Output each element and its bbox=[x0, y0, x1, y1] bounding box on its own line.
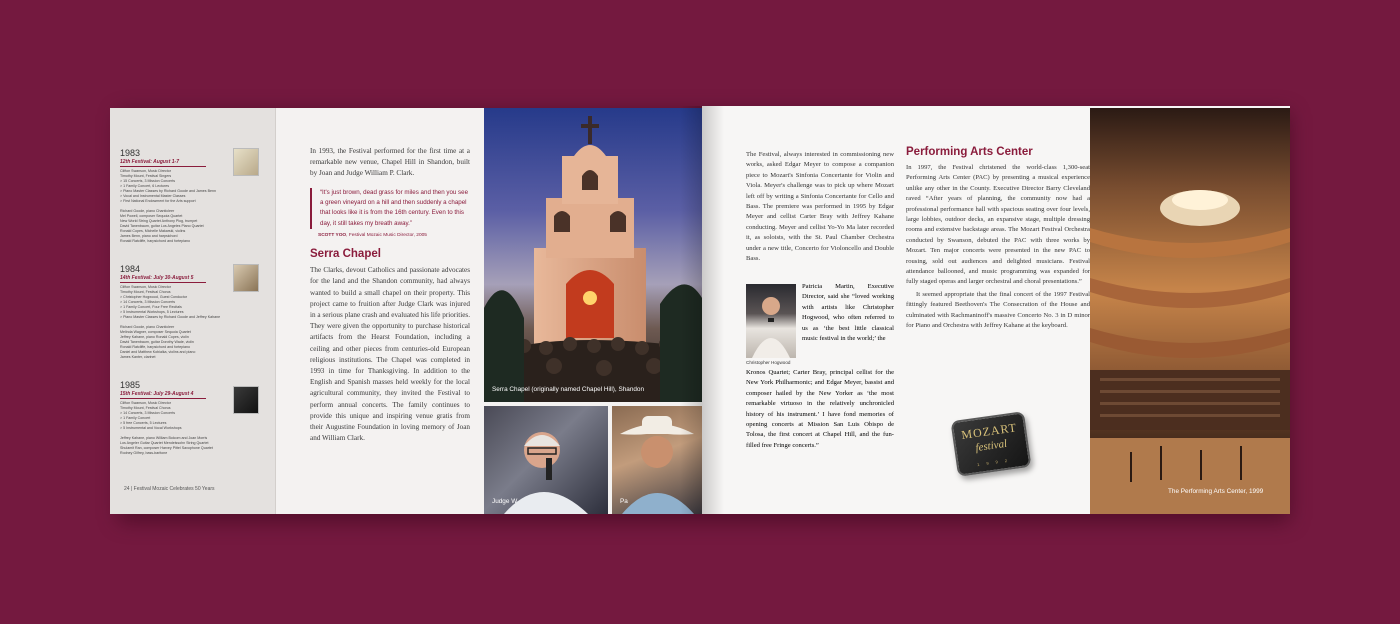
timeline-line: Ronald Copes, Michelle Makarski, violins bbox=[120, 229, 186, 233]
quote-role: , Festival Mozaic Music Director, 2005 bbox=[346, 233, 427, 239]
tin-year-text: 1 9 9 2 bbox=[976, 457, 1011, 468]
hogwood-illustration bbox=[746, 284, 796, 358]
timeline-line: Richard Goode, piano Chanticleer bbox=[120, 325, 175, 329]
serra-chapel-paragraph: The Clarks, devout Catholics and passionate advocates for the land and the Shandon community, had always wanted to build a small chapel on their property. This project came to fruition after Judge Clark was injured in a serious plane crash and evaluated his life priorities. They were given the opportunity to purchase historical artifacts from the Hearst Foundation, including a ceiling and other pieces from centuries-old European religious institutions. The Chapel was completed in 1993 in time for Thanksgiving. In addition to the English and Spanish masses held weekly for the local agricultural community, they invited the Festival to perform annual concerts. The family continues to provide this unique and inspiring venue gratis from their Augustine Foundation in loving memory of Joan and William Clark. bbox=[310, 266, 470, 443]
timeline-line: > 5 Instrumental and Vocal Workshops bbox=[120, 426, 182, 430]
timeline-thumbnail-1984 bbox=[233, 264, 259, 292]
pac-paragraph: In 1997, the Festival christened the world-class 1,300-seat Performing Arts Center (PAC) by presenting a musical experience unlike any other in the County. Executive Director Barry Cleveland raved “After years of planning, the community now had a professional performance hall with spacious seating over four levels, large lobbies, outdoor decks, an expansive stage, multiple dressing rooms and extensive backstage areas. The Mozart Festival Orchestra conducted by Swanson, debuted the PAC with three works by Mozart. Ten major concerts were presented in the new PAC to rousing, sold out audiences and delighted musicians. Festival attendance ballooned, and music programming was expanded for fully staged operas and larger orchestral and choral presentations.” bbox=[906, 164, 1090, 286]
timeline-line: James Benn, piano and harpsichord bbox=[120, 234, 178, 238]
tin-festival-text: festival bbox=[974, 437, 1008, 455]
timeline-line: > Vocal and Instrumental Master Classes bbox=[120, 194, 186, 198]
timeline-line: David Tanenbaum, guitar Los Angeles Piano Quartet bbox=[120, 224, 204, 228]
hogwood-paragraph: Patricia Martin, Executive Director, said she “loved working with artists like Christopher Hogwood, who often referred to us as ‘the best little classical music festival in the world;’ the bbox=[802, 283, 894, 343]
timeline-line: > 15 Concerts, 3 Mission Concerts bbox=[120, 179, 176, 183]
commission-paragraph: The Festival, always interested in commissioning new works, asked Edgar Meyer to compose a companion piece to Mozart's Sinfonia Concertante for Violin and Viola. Meyer's challenge was to pick up where Mozart left off by writing a Sinfonia Concertante for Cello and Bass. The premiere was performed in 1995 by Edgar Meyer and cellist Carter Bray with Jeffrey Kahane conducting. Meyer and cellist Yo-Yo Ma later recorded it, as soloists, with the St. Paul Chamber Orchestra under a new title, Concerto for Violoncello and Double Bass. bbox=[746, 151, 894, 263]
timeline-year: 1984 bbox=[120, 264, 141, 274]
section-heading-pac: Performing Arts Center bbox=[906, 146, 1033, 158]
photo-judge-clark bbox=[484, 406, 608, 514]
right-text-column-1 bbox=[746, 150, 894, 264]
timeline-line: Timothy Mount, Festival Singers bbox=[120, 174, 172, 178]
timeline-lines bbox=[120, 169, 268, 244]
right-text-column-2 bbox=[906, 146, 1090, 332]
photo-christopher-hogwood bbox=[746, 284, 796, 358]
timeline-line: Jeffrey Kahane, piano William Bolcom and Joan Morris bbox=[120, 436, 208, 440]
timeline-line: > Piano Master Classes by Richard Goode and James Benn bbox=[120, 189, 216, 193]
quote-author: SCOTT YOO bbox=[318, 233, 347, 239]
timeline-line: David Tanenbaum, guitar Dorothy Wade, violin bbox=[120, 340, 194, 344]
left-text-column bbox=[310, 146, 470, 444]
photo-serra-chapel bbox=[484, 108, 702, 402]
chapel-caption: Serra Chapel (originally named Chapel Hill), Shandon bbox=[492, 386, 645, 393]
quote-attribution bbox=[310, 233, 470, 238]
timeline-line: > 14 Concerts, 3 Mission Concerts bbox=[120, 411, 176, 415]
timeline-line: Ronald Ratcliffe, harpsichord and fortepiano bbox=[120, 345, 191, 349]
intro-paragraph: In 1993, the Festival performed for the first time at a remarkable new venue, Chapel Hill in Shandon, built by Joan and Judge William P. Clark. bbox=[310, 147, 470, 178]
hogwood-caption: Christopher Hogwood bbox=[746, 360, 791, 365]
left-page bbox=[110, 108, 702, 514]
timeline-year: 1983 bbox=[120, 148, 141, 158]
timeline-sidebar bbox=[110, 108, 276, 514]
timeline-line: Timothy Mount, Festival Chorus bbox=[120, 406, 171, 410]
tin-mozart-text: MOZART bbox=[960, 420, 1018, 442]
timeline-line: Ronald Ratcliffe, harpsichord and fortepiano bbox=[120, 239, 191, 243]
timeline-festival: 12th Festival: August 1-7 bbox=[120, 159, 206, 167]
timeline-line: New World String Quartet Anthony Plog, trumpet bbox=[120, 219, 198, 223]
timeline-line: James Kanter, clarinet bbox=[120, 355, 156, 359]
hogwood-paragraph-continued: Kronos Quartet; Carter Bray, principal cellist for the New York Philharmonic; and Edgar Meyer, bassist and composer hailed by the New Yorker as ‘the most remarkable virtuoso in the relatively unchronicled history of his instrument.’ I have fond memories of opening concerts at Mission San Luis Obispo de Tolosa, the first concert at Chapel Hill, and the fun-filled free Fringe concerts.” bbox=[746, 369, 894, 449]
timeline-line: > Christopher Hogwood, Guest Conductor bbox=[120, 295, 188, 299]
timeline-line: Rodney Gilfrey, bass-baritone bbox=[120, 451, 168, 455]
timeline-thumbnail-1985 bbox=[233, 386, 259, 414]
timeline-line: > 5 Instrumental Workshops, 5 Lectures bbox=[120, 310, 184, 314]
mozart-festival-tin bbox=[950, 411, 1031, 477]
timeline-line: Melinda Wagner, composer Sequoia Quartet bbox=[120, 330, 191, 334]
section-heading-serra-chapel: Serra Chapel bbox=[310, 248, 381, 261]
right-page bbox=[702, 106, 1290, 514]
timeline-festival: 14th Festival: July 30-August 5 bbox=[120, 275, 206, 283]
timeline-line: Los Angeler Guitar Quartet Mendelssohn String Quartet bbox=[120, 441, 209, 445]
page-footer: 24 | Festival Mozaic Celebrates 50 Years bbox=[124, 486, 215, 492]
pac-illustration bbox=[1090, 108, 1290, 514]
timeline-line: Clifton Swanson, Music Director bbox=[120, 169, 171, 173]
timeline-line: Mel Powell, composer Sequoia Quartet bbox=[120, 214, 183, 218]
chapel-illustration bbox=[484, 108, 702, 402]
timeline-lines bbox=[120, 285, 268, 360]
timeline-line: Timothy Mount, Festival Chorus bbox=[120, 290, 171, 294]
timeline-line: > Piano Master Classes by Richard Goode and Jeffrey Kahane bbox=[120, 315, 221, 319]
timeline-line: > 1 Family Concert, Four Free Recitals bbox=[120, 305, 182, 309]
final-concert-paragraph: It seemed appropriate that the final concert of the 1997 Festival fittingly featured Beethoven's The Consecration of the House and culminated with Rachmaninoff's massive Concerto No. 3 in D minor for Piano and Orchestra with Jeffrey Kahane at the keyboard. bbox=[906, 290, 1090, 330]
pac-caption: The Performing Arts Center, 1999 bbox=[1168, 488, 1264, 495]
timeline-line: > First National Endowment for the Arts support bbox=[120, 199, 196, 203]
timeline-line: > 1 Family Concert bbox=[120, 416, 151, 420]
timeline-line: Jeffrey Kahane, piano Ronald Copes, violin bbox=[120, 335, 189, 339]
timeline-line: Daniel and Matthew Kobialka, violins and piano bbox=[120, 350, 196, 354]
photo-performing-arts-center bbox=[1090, 108, 1290, 514]
judge-caption: Judge W bbox=[492, 498, 518, 505]
timeline-line: Clifton Swanson, Music Director bbox=[120, 285, 171, 289]
timeline-year: 1985 bbox=[120, 380, 141, 390]
cowboy-caption: Pa bbox=[620, 498, 628, 505]
timeline-line: Shulamit Ran, composer Harvey Pittel Saxophone Quartet bbox=[120, 446, 213, 450]
timeline-line: Clifton Swanson, Music Director bbox=[120, 401, 171, 405]
timeline-line: Richard Goode, piano Chanticleer bbox=[120, 209, 175, 213]
timeline-line: > 5 free Concerts, 5 Lectures bbox=[120, 421, 167, 425]
pull-quote: “It's just brown, dead grass for miles and then you see a green vineyard on a hill and then suddenly a chapel that looks like it is from the 16th century. Even to this day, it still takes my breath away.” bbox=[310, 188, 470, 230]
timeline-festival: 15th Festival: July 29-August 4 bbox=[120, 391, 206, 399]
photo-cowboy bbox=[612, 406, 702, 514]
timeline-line: > 14 Concerts, 3 Mission Concerts bbox=[120, 300, 176, 304]
timeline-thumbnail-1983 bbox=[233, 148, 259, 176]
timeline-line: > 1 Family Concert, 6 Lectures bbox=[120, 184, 170, 188]
